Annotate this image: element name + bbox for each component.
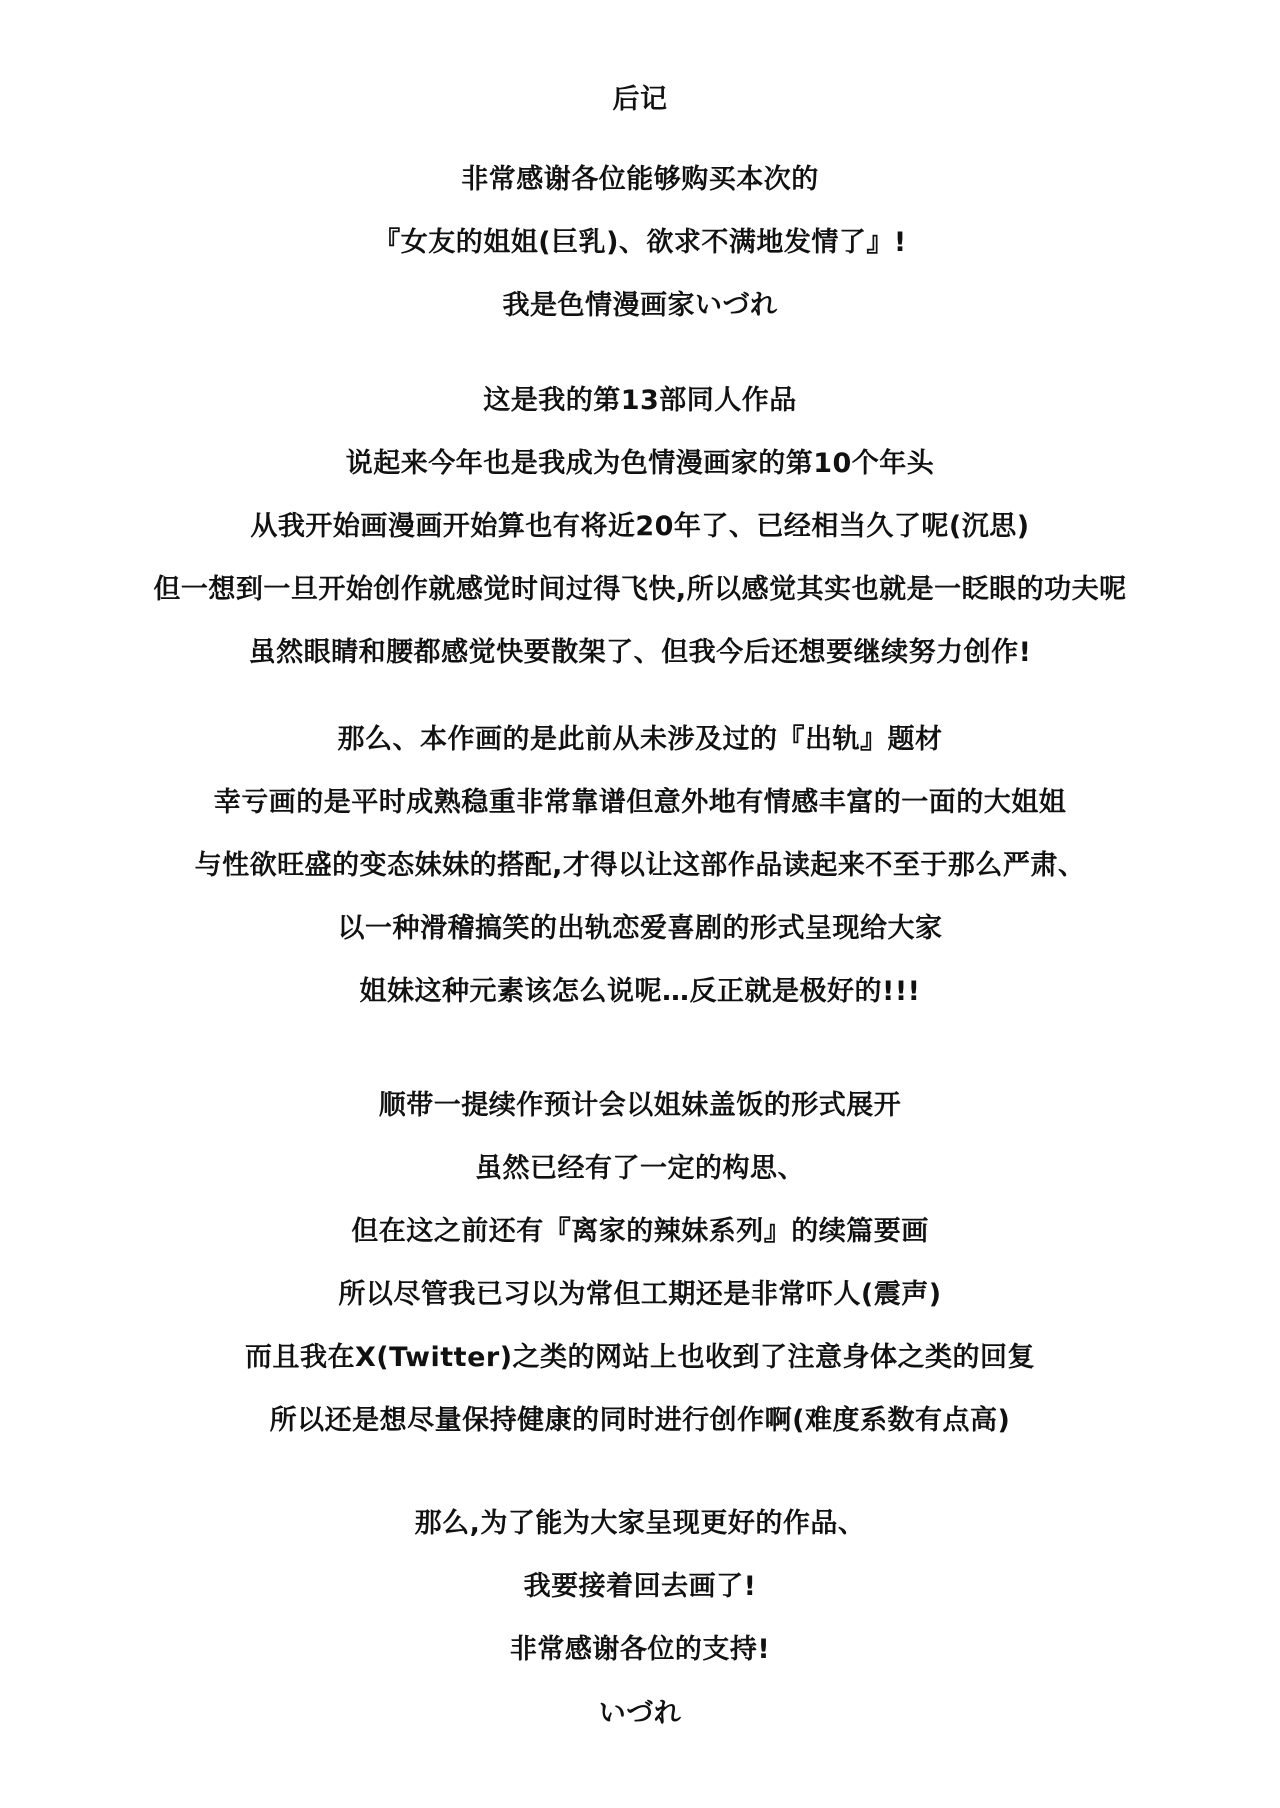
text-line: 『女友的姐姐(巨乳)、欲求不满地发情了』! [373, 227, 907, 258]
text-line: 幸亏画的是平时成熟稳重非常靠谱但意外地有情感丰富的一面的大姐姐 [213, 787, 1067, 818]
text-line: 姐妹这种元素该怎么说呢…反正就是极好的!!! [359, 976, 921, 1007]
text-line: 说起来今年也是我成为色情漫画家的第10个年头 [345, 448, 935, 479]
text-line: 但在这之前还有『离家的辣妹系列』的续篇要画 [351, 1216, 929, 1247]
text-line: 但一想到一旦开始创作就感觉时间过得飞快,所以感觉其实也就是一眨眼的功夫呢 [153, 574, 1127, 605]
text-line: 而且我在X(Twitter)之类的网站上也收到了注意身体之类的回复 [244, 1342, 1036, 1373]
text-line: 从我开始画漫画开始算也有将近20年了、已经相当久了呢(沉思) [250, 511, 1030, 542]
page-title: 后记 [612, 84, 668, 115]
author-signature: いづれ [598, 1698, 682, 1729]
text-line: 以一种滑稽搞笑的出轨恋爱喜剧的形式呈现给大家 [337, 913, 943, 944]
text-line: 顺带一提续作预计会以姐妹盖饭的形式展开 [378, 1090, 902, 1121]
text-line: 非常感谢各位能够购买本次的 [461, 164, 819, 195]
text-line: 那么,为了能为大家呈现更好的作品、 [414, 1508, 866, 1539]
text-line: 所以还是想尽量保持健康的同时进行创作啊(难度系数有点高) [269, 1405, 1011, 1436]
text-line: 虽然已经有了一定的构思、 [475, 1153, 805, 1184]
text-line: 那么、本作画的是此前从未涉及过的『出轨』题材 [337, 724, 943, 755]
text-line: 我是色情漫画家いづれ [502, 290, 778, 321]
text-line: 所以尽管我已习以为常但工期还是非常吓人(震声) [338, 1279, 942, 1310]
text-line: 虽然眼睛和腰都感觉快要散架了、但我今后还想要继续努力创作! [248, 637, 1032, 668]
text-line: 与性欲旺盛的变态妹妹的搭配,才得以让这部作品读起来不至于那么严肃、 [194, 850, 1086, 881]
text-line: 这是我的第13部同人作品 [483, 385, 797, 416]
text-line: 非常感谢各位的支持! [509, 1634, 771, 1665]
text-line: 我要接着回去画了! [523, 1571, 757, 1602]
